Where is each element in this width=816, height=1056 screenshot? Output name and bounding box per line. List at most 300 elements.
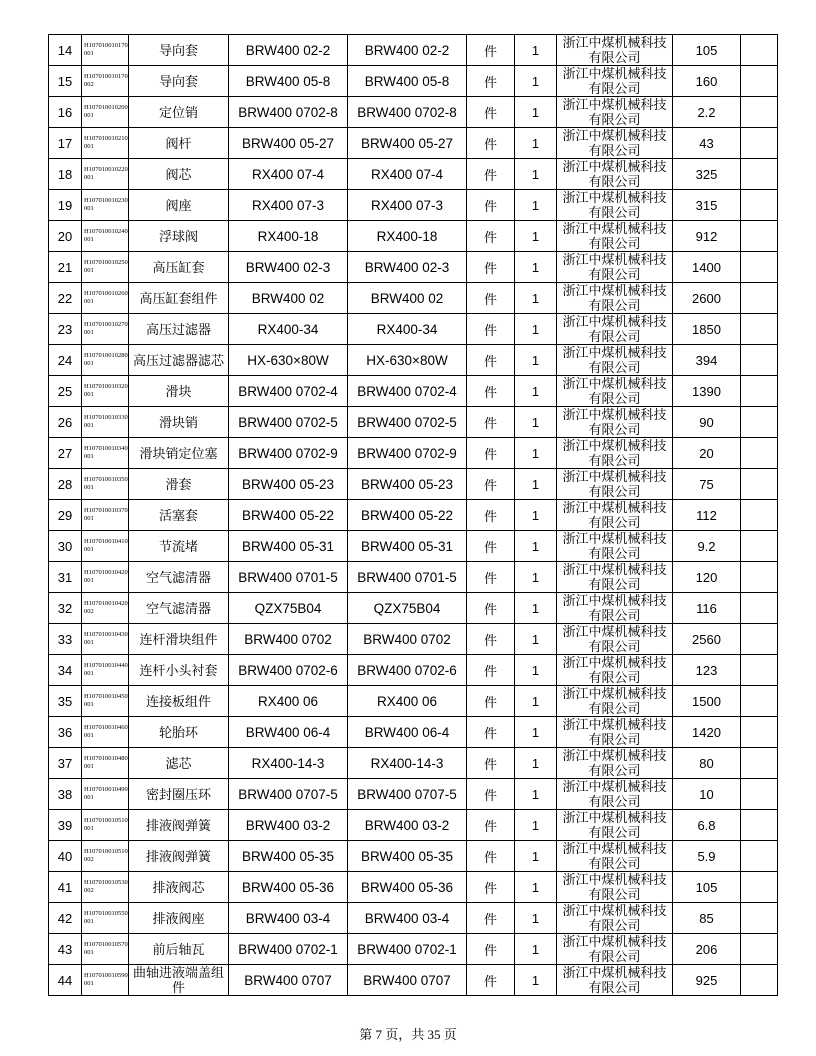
quantity-cell: 1 [515, 903, 557, 934]
row-number-cell: 33 [49, 624, 82, 655]
supplier-cell: 浙江中煤机械科技有限公司 [557, 841, 673, 872]
supplier-cell: 浙江中煤机械科技有限公司 [557, 314, 673, 345]
spec-model-cell: BRW400 05-31 [229, 531, 348, 562]
part-name-cell: 阀座 [129, 190, 229, 221]
table-row [49, 686, 778, 717]
unit-cell: 件 [467, 97, 515, 128]
spec-model-cell: BRW400 02-2 [229, 35, 348, 66]
row-number-cell: 19 [49, 190, 82, 221]
quantity-cell: 1 [515, 748, 557, 779]
supplier-cell: 浙江中煤机械科技有限公司 [557, 438, 673, 469]
remark-cell [741, 624, 778, 655]
quantity-cell: 1 [515, 314, 557, 345]
unit-cell: 件 [467, 965, 515, 996]
table-row [49, 407, 778, 438]
material-code-cell: H107010010480001 [82, 748, 129, 779]
table-row [49, 903, 778, 934]
quantity-cell: 1 [515, 252, 557, 283]
unit-price-cell: 1390 [673, 376, 741, 407]
unit-price-cell: 120 [673, 562, 741, 593]
material-code-cell: H107010010340001 [82, 438, 129, 469]
unit-cell: 件 [467, 872, 515, 903]
part-name-cell: 高压缸套组件 [129, 283, 229, 314]
row-number-cell: 17 [49, 128, 82, 159]
unit-cell: 件 [467, 779, 515, 810]
spec-model-cell: RX400-34 [229, 314, 348, 345]
unit-price-cell: 80 [673, 748, 741, 779]
table-row [49, 624, 778, 655]
row-number-cell: 25 [49, 376, 82, 407]
row-number-cell: 44 [49, 965, 82, 996]
spec-model-cell: BRW400 0702-9 [229, 438, 348, 469]
spec-model-cell: BRW400 0702-4 [229, 376, 348, 407]
row-number-cell: 16 [49, 97, 82, 128]
table-row [49, 345, 778, 376]
material-code-cell: H107010010510001 [82, 810, 129, 841]
unit-cell: 件 [467, 655, 515, 686]
row-number-cell: 37 [49, 748, 82, 779]
quantity-cell: 1 [515, 35, 557, 66]
unit-cell: 件 [467, 531, 515, 562]
row-number-cell: 38 [49, 779, 82, 810]
material-code-cell: H107010010410001 [82, 531, 129, 562]
material-code-cell: H107010010220001 [82, 159, 129, 190]
table-row [49, 841, 778, 872]
unit-price-cell: 1420 [673, 717, 741, 748]
table-row [49, 500, 778, 531]
spec-model-cell: BRW400 0702 [229, 624, 348, 655]
table-row [49, 717, 778, 748]
quantity-cell: 1 [515, 407, 557, 438]
unit-price-cell: 116 [673, 593, 741, 624]
remark-cell [741, 748, 778, 779]
unit-cell: 件 [467, 624, 515, 655]
drawing-number-cell: BRW400 0702-1 [348, 934, 467, 965]
quantity-cell: 1 [515, 376, 557, 407]
part-name-cell: 滑块销 [129, 407, 229, 438]
unit-price-cell: 105 [673, 35, 741, 66]
drawing-number-cell: BRW400 03-2 [348, 810, 467, 841]
part-name-cell: 阀杆 [129, 128, 229, 159]
remark-cell [741, 872, 778, 903]
supplier-cell: 浙江中煤机械科技有限公司 [557, 66, 673, 97]
spec-model-cell: BRW400 05-22 [229, 500, 348, 531]
table-row [49, 252, 778, 283]
drawing-number-cell: BRW400 05-31 [348, 531, 467, 562]
spec-model-cell: HX-630×80W [229, 345, 348, 376]
supplier-cell: 浙江中煤机械科技有限公司 [557, 35, 673, 66]
unit-cell: 件 [467, 314, 515, 345]
unit-price-cell: 43 [673, 128, 741, 159]
quantity-cell: 1 [515, 779, 557, 810]
unit-cell: 件 [467, 841, 515, 872]
spec-model-cell: BRW400 0702-5 [229, 407, 348, 438]
unit-cell: 件 [467, 748, 515, 779]
table-row [49, 97, 778, 128]
spec-model-cell: RX400 07-4 [229, 159, 348, 190]
part-name-cell: 高压过滤器 [129, 314, 229, 345]
unit-cell: 件 [467, 66, 515, 97]
quantity-cell: 1 [515, 190, 557, 221]
drawing-number-cell: BRW400 0707-5 [348, 779, 467, 810]
part-name-cell: 前后轴瓦 [129, 934, 229, 965]
unit-price-cell: 105 [673, 872, 741, 903]
supplier-cell: 浙江中煤机械科技有限公司 [557, 221, 673, 252]
spec-model-cell: BRW400 05-27 [229, 128, 348, 159]
unit-price-cell: 325 [673, 159, 741, 190]
spec-model-cell: BRW400 0702-8 [229, 97, 348, 128]
drawing-number-cell: BRW400 0702-6 [348, 655, 467, 686]
drawing-number-cell: BRW400 05-22 [348, 500, 467, 531]
unit-cell: 件 [467, 593, 515, 624]
part-name-cell: 轮胎环 [129, 717, 229, 748]
unit-price-cell: 1400 [673, 252, 741, 283]
remark-cell [741, 66, 778, 97]
row-number-cell: 18 [49, 159, 82, 190]
unit-price-cell: 315 [673, 190, 741, 221]
drawing-number-cell: BRW400 03-4 [348, 903, 467, 934]
supplier-cell: 浙江中煤机械科技有限公司 [557, 283, 673, 314]
remark-cell [741, 159, 778, 190]
quantity-cell: 1 [515, 965, 557, 996]
unit-price-cell: 912 [673, 221, 741, 252]
remark-cell [741, 717, 778, 748]
row-number-cell: 28 [49, 469, 82, 500]
unit-price-cell: 90 [673, 407, 741, 438]
table-row [49, 593, 778, 624]
part-name-cell: 连杆滑块组件 [129, 624, 229, 655]
material-code-cell: H107010010170001 [82, 35, 129, 66]
row-number-cell: 21 [49, 252, 82, 283]
drawing-number-cell: BRW400 0702-9 [348, 438, 467, 469]
table-row [49, 562, 778, 593]
unit-cell: 件 [467, 407, 515, 438]
unit-cell: 件 [467, 283, 515, 314]
quantity-cell: 1 [515, 500, 557, 531]
table-row [49, 469, 778, 500]
unit-cell: 件 [467, 562, 515, 593]
row-number-cell: 40 [49, 841, 82, 872]
quantity-cell: 1 [515, 686, 557, 717]
row-number-cell: 32 [49, 593, 82, 624]
remark-cell [741, 252, 778, 283]
unit-cell: 件 [467, 903, 515, 934]
unit-cell: 件 [467, 35, 515, 66]
part-name-cell: 排液阀弹簧 [129, 810, 229, 841]
unit-price-cell: 10 [673, 779, 741, 810]
row-number-cell: 41 [49, 872, 82, 903]
table-row [49, 128, 778, 159]
part-name-cell: 曲轴进液端盖组件 [129, 965, 229, 996]
quantity-cell: 1 [515, 469, 557, 500]
drawing-number-cell: BRW400 06-4 [348, 717, 467, 748]
quantity-cell: 1 [515, 655, 557, 686]
table-row [49, 872, 778, 903]
unit-price-cell: 75 [673, 469, 741, 500]
table-row [49, 934, 778, 965]
part-name-cell: 高压缸套 [129, 252, 229, 283]
unit-price-cell: 85 [673, 903, 741, 934]
unit-price-cell: 2600 [673, 283, 741, 314]
drawing-number-cell: RX400 07-3 [348, 190, 467, 221]
supplier-cell: 浙江中煤机械科技有限公司 [557, 779, 673, 810]
spec-model-cell: BRW400 0701-5 [229, 562, 348, 593]
unit-price-cell: 2.2 [673, 97, 741, 128]
part-name-cell: 高压过滤器滤芯 [129, 345, 229, 376]
part-name-cell: 浮球阀 [129, 221, 229, 252]
table-row [49, 221, 778, 252]
supplier-cell: 浙江中煤机械科技有限公司 [557, 252, 673, 283]
remark-cell [741, 97, 778, 128]
row-number-cell: 39 [49, 810, 82, 841]
remark-cell [741, 283, 778, 314]
unit-price-cell: 5.9 [673, 841, 741, 872]
quantity-cell: 1 [515, 283, 557, 314]
remark-cell [741, 35, 778, 66]
row-number-cell: 35 [49, 686, 82, 717]
quantity-cell: 1 [515, 159, 557, 190]
unit-cell: 件 [467, 686, 515, 717]
material-code-cell: H107010010370001 [82, 500, 129, 531]
unit-cell: 件 [467, 717, 515, 748]
unit-price-cell: 6.8 [673, 810, 741, 841]
part-name-cell: 定位销 [129, 97, 229, 128]
unit-cell: 件 [467, 221, 515, 252]
remark-cell [741, 903, 778, 934]
part-name-cell: 阀芯 [129, 159, 229, 190]
material-code-cell: H107010010550001 [82, 903, 129, 934]
quantity-cell: 1 [515, 717, 557, 748]
spec-model-cell: RX400 06 [229, 686, 348, 717]
remark-cell [741, 841, 778, 872]
material-code-cell: H107010010450001 [82, 686, 129, 717]
drawing-number-cell: RX400-14-3 [348, 748, 467, 779]
row-number-cell: 29 [49, 500, 82, 531]
row-number-cell: 24 [49, 345, 82, 376]
material-code-cell: H107010010490001 [82, 779, 129, 810]
row-number-cell: 27 [49, 438, 82, 469]
drawing-number-cell: BRW400 02-3 [348, 252, 467, 283]
row-number-cell: 34 [49, 655, 82, 686]
material-code-cell: H107010010200001 [82, 97, 129, 128]
drawing-number-cell: BRW400 05-27 [348, 128, 467, 159]
supplier-cell: 浙江中煤机械科技有限公司 [557, 872, 673, 903]
drawing-number-cell: RX400-18 [348, 221, 467, 252]
quantity-cell: 1 [515, 345, 557, 376]
row-number-cell: 30 [49, 531, 82, 562]
unit-price-cell: 112 [673, 500, 741, 531]
remark-cell [741, 531, 778, 562]
row-number-cell: 15 [49, 66, 82, 97]
unit-cell: 件 [467, 190, 515, 221]
supplier-cell: 浙江中煤机械科技有限公司 [557, 562, 673, 593]
drawing-number-cell: BRW400 0701-5 [348, 562, 467, 593]
part-name-cell: 密封圈压环 [129, 779, 229, 810]
unit-cell: 件 [467, 252, 515, 283]
material-code-cell: H107010010280001 [82, 345, 129, 376]
supplier-cell: 浙江中煤机械科技有限公司 [557, 686, 673, 717]
spec-model-cell: BRW400 03-2 [229, 810, 348, 841]
remark-cell [741, 376, 778, 407]
unit-cell: 件 [467, 810, 515, 841]
part-name-cell: 连接板组件 [129, 686, 229, 717]
table-row [49, 66, 778, 97]
remark-cell [741, 655, 778, 686]
table-row [49, 314, 778, 345]
quantity-cell: 1 [515, 531, 557, 562]
spec-model-cell: RX400-14-3 [229, 748, 348, 779]
quantity-cell: 1 [515, 438, 557, 469]
remark-cell [741, 934, 778, 965]
spec-model-cell: BRW400 0702-1 [229, 934, 348, 965]
table-body [49, 35, 778, 996]
supplier-cell: 浙江中煤机械科技有限公司 [557, 407, 673, 438]
spec-model-cell: BRW400 02 [229, 283, 348, 314]
row-number-cell: 42 [49, 903, 82, 934]
part-name-cell: 导向套 [129, 35, 229, 66]
spec-model-cell: BRW400 0702-6 [229, 655, 348, 686]
row-number-cell: 26 [49, 407, 82, 438]
spec-model-cell: RX400-18 [229, 221, 348, 252]
spec-model-cell: BRW400 05-36 [229, 872, 348, 903]
quantity-cell: 1 [515, 624, 557, 655]
unit-cell: 件 [467, 934, 515, 965]
supplier-cell: 浙江中煤机械科技有限公司 [557, 903, 673, 934]
remark-cell [741, 221, 778, 252]
material-code-cell: H107010010270001 [82, 314, 129, 345]
unit-price-cell: 394 [673, 345, 741, 376]
table-row [49, 779, 778, 810]
part-name-cell: 导向套 [129, 66, 229, 97]
quantity-cell: 1 [515, 934, 557, 965]
table-row [49, 965, 778, 996]
supplier-cell: 浙江中煤机械科技有限公司 [557, 159, 673, 190]
drawing-number-cell: RX400 07-4 [348, 159, 467, 190]
unit-cell: 件 [467, 376, 515, 407]
part-name-cell: 空气滤清器 [129, 593, 229, 624]
quantity-cell: 1 [515, 810, 557, 841]
quantity-cell: 1 [515, 97, 557, 128]
drawing-number-cell: BRW400 0702 [348, 624, 467, 655]
drawing-number-cell: BRW400 05-8 [348, 66, 467, 97]
material-code-cell: H107010010260001 [82, 283, 129, 314]
drawing-number-cell: BRW400 02 [348, 283, 467, 314]
material-code-cell: H107010010230001 [82, 190, 129, 221]
spec-model-cell: BRW400 06-4 [229, 717, 348, 748]
supplier-cell: 浙江中煤机械科技有限公司 [557, 97, 673, 128]
drawing-number-cell: BRW400 05-36 [348, 872, 467, 903]
remark-cell [741, 562, 778, 593]
table-row [49, 159, 778, 190]
unit-cell: 件 [467, 128, 515, 159]
material-code-cell: H107010010430001 [82, 624, 129, 655]
supplier-cell: 浙江中煤机械科技有限公司 [557, 128, 673, 159]
unit-cell: 件 [467, 469, 515, 500]
part-name-cell: 排液阀芯 [129, 872, 229, 903]
spec-model-cell: RX400 07-3 [229, 190, 348, 221]
supplier-cell: 浙江中煤机械科技有限公司 [557, 810, 673, 841]
part-name-cell: 连杆小头衬套 [129, 655, 229, 686]
supplier-cell: 浙江中煤机械科技有限公司 [557, 593, 673, 624]
table-row [49, 438, 778, 469]
remark-cell [741, 314, 778, 345]
quantity-cell: 1 [515, 841, 557, 872]
drawing-number-cell: RX400-34 [348, 314, 467, 345]
quantity-cell: 1 [515, 128, 557, 159]
material-code-cell: H107010010210001 [82, 128, 129, 159]
supplier-cell: 浙江中煤机械科技有限公司 [557, 934, 673, 965]
remark-cell [741, 500, 778, 531]
material-code-cell: H107010010420001 [82, 562, 129, 593]
row-number-cell: 43 [49, 934, 82, 965]
unit-price-cell: 1500 [673, 686, 741, 717]
part-name-cell: 排液阀座 [129, 903, 229, 934]
spec-model-cell: BRW400 02-3 [229, 252, 348, 283]
drawing-number-cell: BRW400 05-35 [348, 841, 467, 872]
spec-model-cell: BRW400 03-4 [229, 903, 348, 934]
remark-cell [741, 190, 778, 221]
quantity-cell: 1 [515, 872, 557, 903]
part-name-cell: 活塞套 [129, 500, 229, 531]
unit-price-cell: 2560 [673, 624, 741, 655]
table-row [49, 35, 778, 66]
supplier-cell: 浙江中煤机械科技有限公司 [557, 748, 673, 779]
remark-cell [741, 686, 778, 717]
drawing-number-cell: QZX75B04 [348, 593, 467, 624]
drawing-number-cell: HX-630×80W [348, 345, 467, 376]
drawing-number-cell: BRW400 02-2 [348, 35, 467, 66]
row-number-cell: 23 [49, 314, 82, 345]
material-code-cell: H107010010330001 [82, 407, 129, 438]
material-code-cell: H107010010510002 [82, 841, 129, 872]
unit-price-cell: 9.2 [673, 531, 741, 562]
remark-cell [741, 345, 778, 376]
material-code-cell: H107010010530002 [82, 872, 129, 903]
remark-cell [741, 128, 778, 159]
supplier-cell: 浙江中煤机械科技有限公司 [557, 655, 673, 686]
remark-cell [741, 965, 778, 996]
drawing-number-cell: BRW400 0707 [348, 965, 467, 996]
material-code-cell: H107010010440001 [82, 655, 129, 686]
remark-cell [741, 593, 778, 624]
page-footer: 第 7 页，共 35 页 [359, 1027, 457, 1042]
spec-model-cell: BRW400 0707 [229, 965, 348, 996]
quantity-cell: 1 [515, 221, 557, 252]
quantity-cell: 1 [515, 562, 557, 593]
row-number-cell: 36 [49, 717, 82, 748]
spec-model-cell: BRW400 05-8 [229, 66, 348, 97]
row-number-cell: 20 [49, 221, 82, 252]
unit-price-cell: 206 [673, 934, 741, 965]
row-number-cell: 31 [49, 562, 82, 593]
drawing-number-cell: BRW400 0702-5 [348, 407, 467, 438]
drawing-number-cell: RX400 06 [348, 686, 467, 717]
supplier-cell: 浙江中煤机械科技有限公司 [557, 500, 673, 531]
supplier-cell: 浙江中煤机械科技有限公司 [557, 190, 673, 221]
spec-model-cell: QZX75B04 [229, 593, 348, 624]
supplier-cell: 浙江中煤机械科技有限公司 [557, 376, 673, 407]
remark-cell [741, 810, 778, 841]
part-name-cell: 滑套 [129, 469, 229, 500]
supplier-cell: 浙江中煤机械科技有限公司 [557, 624, 673, 655]
drawing-number-cell: BRW400 0702-4 [348, 376, 467, 407]
unit-price-cell: 160 [673, 66, 741, 97]
material-code-cell: H107010010460001 [82, 717, 129, 748]
table-row [49, 283, 778, 314]
material-code-cell: H107010010320001 [82, 376, 129, 407]
row-number-cell: 22 [49, 283, 82, 314]
row-number-cell: 14 [49, 35, 82, 66]
